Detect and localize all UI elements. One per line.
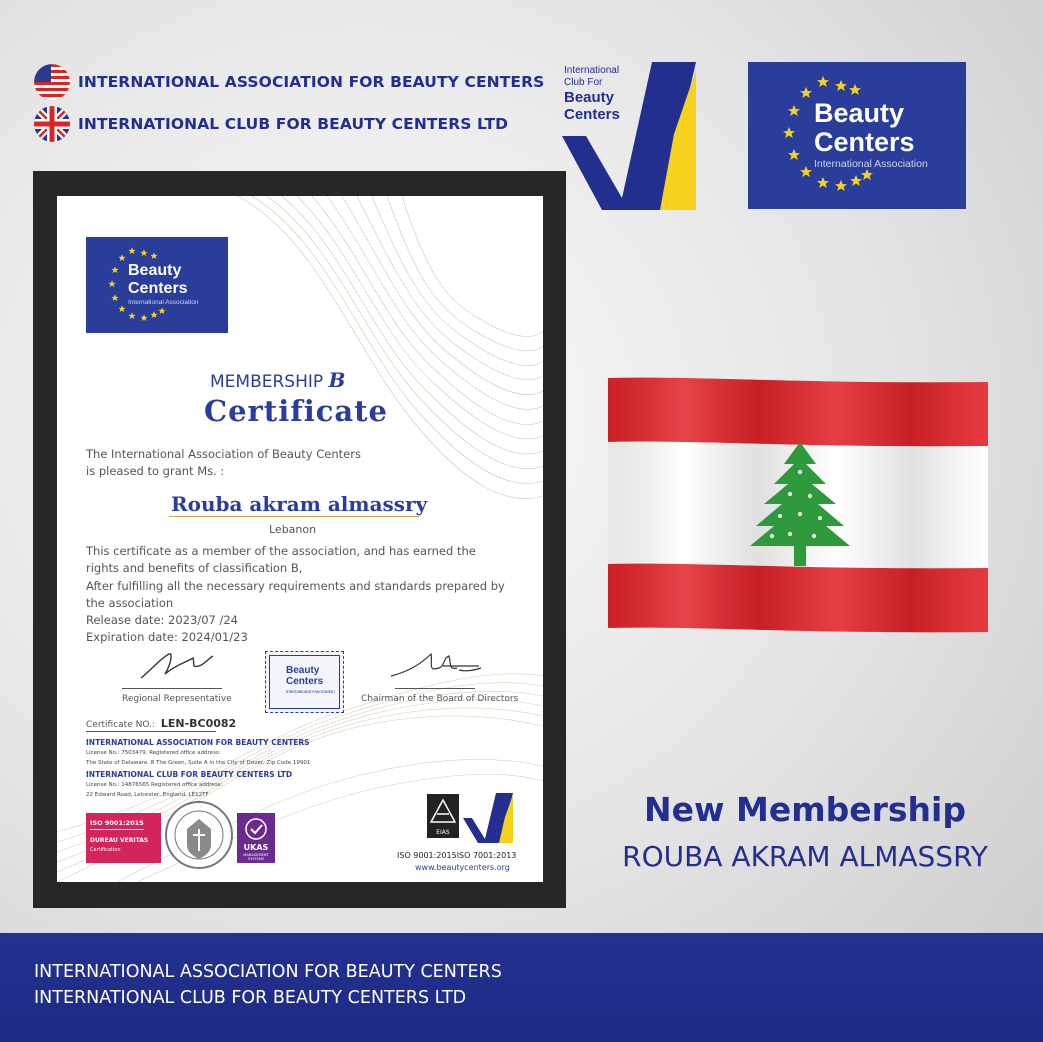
certificate-title: Certificate — [204, 394, 389, 428]
cert-body-line3: After fulfilling all the necessary requirements and standards prepared by — [86, 579, 505, 593]
ukas-crown-icon — [237, 815, 275, 843]
cert-number-label: Certificate NO.: — [86, 720, 155, 730]
cert-org1-line1: License No.: 7503479, Registered office address: — [86, 750, 221, 756]
cert-stamp — [265, 651, 344, 713]
assoc-logo-sub: International Association — [814, 158, 928, 170]
new-membership-title: New Membership — [644, 790, 966, 829]
cert-org1: INTERNATIONAL ASSOCIATION FOR BEAUTY CENTERS — [86, 738, 310, 747]
left-sig-line — [122, 688, 222, 689]
cert-logo-word1: Beauty — [128, 262, 182, 279]
cert-body-line2: rights and benefits of classification B, — [86, 561, 303, 575]
cert-number: LEN-BC0082 — [160, 717, 237, 730]
right-sig-line — [395, 688, 475, 689]
assoc-logo-word2: Centers — [814, 127, 915, 157]
eias-badge — [427, 794, 459, 838]
membership-class: B — [328, 368, 346, 392]
ukas-badge — [237, 813, 275, 863]
bureau-veritas-seal-icon — [163, 799, 235, 871]
stamp-sub: International Association — [286, 689, 335, 694]
right-signature — [387, 646, 487, 682]
eias-mark-icon — [427, 794, 459, 828]
footer-line1: INTERNATIONAL ASSOCIATION FOR BEAUTY CENTERS — [34, 962, 502, 982]
expiration-date: Expiration date: 2024/01/23 — [86, 630, 248, 644]
iso-footer: ISO 9001:2015ISO 7001:2013 — [397, 851, 517, 860]
membership-label — [210, 368, 345, 392]
cert-intro-line1: The International Association of Beauty Centers — [86, 447, 361, 461]
lebanon-flag-icon — [604, 376, 990, 638]
uk-flag-icon — [34, 106, 70, 142]
cert-number-line — [86, 731, 216, 732]
recipient-name: Rouba akram almassry — [171, 492, 428, 516]
cert-club-v-mark-icon — [463, 792, 515, 844]
left-signature — [137, 648, 217, 684]
footer-band — [0, 933, 1043, 1042]
club-v-mark-icon — [562, 60, 700, 212]
iso-badge — [86, 813, 161, 863]
header-line1-text: INTERNATIONAL ASSOCIATION FOR BEAUTY CENTERS — [78, 73, 545, 91]
sig-left-label: Regional Representative — [122, 694, 232, 704]
cert-org2-line1: License No.: 14876565 Registered office address: — [86, 782, 223, 788]
association-logo — [748, 62, 966, 209]
header-line-uk — [34, 106, 508, 142]
eias-text: EIAS — [436, 829, 450, 836]
header-line2-text: INTERNATIONAL CLUB FOR BEAUTY CENTERS LTD — [78, 115, 509, 133]
recipient-underline — [169, 516, 419, 517]
certificate — [57, 196, 543, 882]
ukas-sub: MANAGEMENT SYSTEMS — [243, 853, 269, 861]
cert-org2: INTERNATIONAL CLUB FOR BEAUTY CENTERS LTD — [86, 770, 293, 779]
header-line-usa — [34, 64, 544, 100]
cert-logo-word2: Centers — [128, 280, 188, 297]
cert-intro-line2: is pleased to grant Ms. : — [86, 464, 225, 478]
club-logo — [562, 60, 700, 212]
new-member-name: ROUBA AKRAM ALMASSRY — [622, 840, 988, 873]
cert-org2-line2: 22 Edward Road, Leicester, England, LE12TF — [86, 792, 209, 798]
club-logo-line2: Club For — [564, 77, 603, 88]
club-logo-line4: Centers — [564, 106, 620, 123]
iso-badge-text: ISO 9001:2015 — [90, 819, 144, 830]
cert-number-row — [86, 717, 236, 730]
recipient-country: Lebanon — [269, 523, 317, 536]
stamp-word2: Centers — [286, 676, 324, 687]
cert-body-line4: the association — [86, 596, 174, 610]
footer-line2: INTERNATIONAL CLUB FOR BEAUTY CENTERS LTD — [34, 988, 467, 1008]
cert-logo-sub: International Association — [128, 299, 199, 306]
club-logo-line1: International — [564, 65, 620, 76]
bv-name: DUREAU VERITAS — [90, 837, 149, 844]
release-date: Release date: 2023/07 /24 — [86, 613, 238, 627]
usa-flag-icon — [34, 64, 70, 100]
ukas-text: UKAS — [243, 843, 269, 852]
membership-text: MEMBERSHIP — [210, 372, 324, 392]
club-logo-line3: Beauty — [564, 89, 615, 106]
cert-logo — [86, 237, 228, 333]
cert-website: www.beautycenters.org — [415, 863, 510, 872]
assoc-logo-word1: Beauty — [814, 98, 905, 128]
sig-right-label: Chairman of the Board of Directors — [361, 694, 519, 704]
stamp-word1: Beauty — [286, 665, 320, 676]
cert-org1-line2: The State of Delaware, 8 The Green, Suite A in the City of Dover, Zip Code 19901 — [86, 760, 311, 766]
cert-body-line1: This certificate as a member of the association, and has earned the — [86, 544, 476, 558]
bv-sub: Certification — [90, 847, 121, 853]
